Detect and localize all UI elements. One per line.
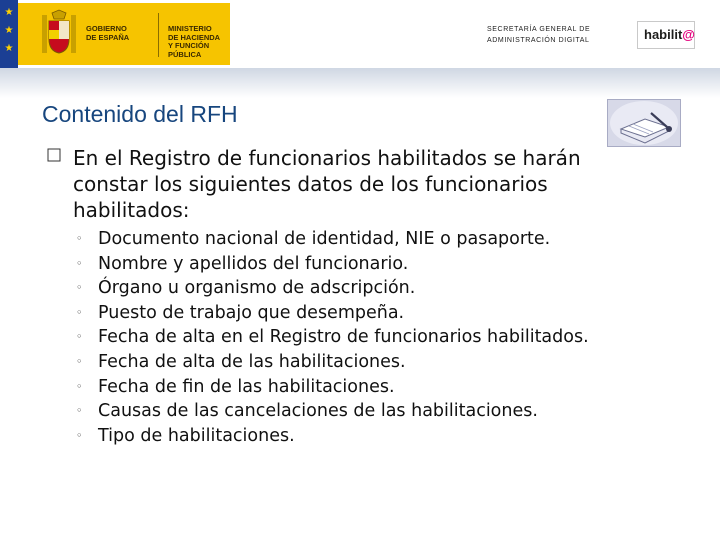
list-item-text: Fecha de alta de las habilitaciones. bbox=[98, 351, 406, 372]
list-item bbox=[76, 352, 589, 377]
list-item-text: Fecha de fin de las habilitaciones. bbox=[98, 376, 395, 397]
sub-bullet-icon: ◦ bbox=[76, 281, 83, 295]
secretaria-general-text: SECRETARÍA GENERAL DE ADMINISTRACIÓN DIGITAL bbox=[487, 26, 591, 44]
ministerio-text: MINISTERIO DE HACIENDA Y FUNCIÓN PÚBLICA bbox=[168, 24, 221, 59]
main-bullet-icon bbox=[47, 148, 61, 162]
sub-bullet-icon: ◦ bbox=[76, 354, 83, 368]
habilita-logo-text: habilit bbox=[644, 27, 683, 42]
list-item bbox=[76, 254, 589, 279]
sub-bullet-icon: ◦ bbox=[76, 305, 83, 319]
sub-bullet-icon: ◦ bbox=[76, 428, 83, 442]
sub-bullet-icon: ◦ bbox=[76, 379, 83, 393]
sub-bullet-icon: ◦ bbox=[76, 256, 83, 270]
sub-bullet-icon: ◦ bbox=[76, 330, 83, 344]
list-item bbox=[76, 327, 589, 352]
list-item bbox=[76, 278, 589, 303]
list-item-text: Nombre y apellidos del funcionario. bbox=[98, 253, 409, 274]
gobierno-de-espana-text: GOBIERNO DE ESPAÑA bbox=[86, 24, 130, 42]
list-item-text: Documento nacional de identidad, NIE o pasaporte. bbox=[98, 229, 551, 249]
coat-of-arms-icon bbox=[40, 9, 78, 59]
list-item-text: Causas de las cancelaciones de las habilitaciones. bbox=[98, 401, 538, 422]
habilita-logo-at: @ bbox=[682, 27, 695, 42]
header-gradient bbox=[0, 68, 720, 98]
list-item bbox=[76, 401, 589, 426]
habilita-logo bbox=[637, 21, 695, 49]
star-icon: ★ bbox=[4, 43, 14, 54]
government-logo bbox=[18, 3, 230, 65]
main-bullet-text: En el Registro de funcionarios habilitados se harán constar los siguientes datos de los funcionarios habilitados: bbox=[73, 146, 581, 222]
list-item bbox=[76, 426, 589, 451]
sub-bullet-icon: ◦ bbox=[76, 232, 83, 245]
list-item-text: Órgano u organismo de adscripción. bbox=[98, 278, 416, 299]
eu-flag-strip bbox=[0, 0, 18, 68]
sub-bullet-icon: ◦ bbox=[76, 404, 83, 418]
star-icon: ★ bbox=[4, 7, 14, 18]
sub-item-list bbox=[76, 229, 589, 450]
list-item bbox=[76, 229, 589, 254]
list-item-text: Puesto de trabajo que desempeña. bbox=[98, 302, 405, 323]
list-item bbox=[76, 303, 589, 328]
logo-divider bbox=[158, 13, 159, 57]
header-band bbox=[0, 0, 720, 68]
list-item bbox=[76, 377, 589, 402]
notebook-pen-icon bbox=[607, 99, 681, 147]
star-icon: ★ bbox=[4, 25, 14, 36]
slide-title: Contenido del RFH bbox=[42, 101, 238, 127]
list-item-text: Tipo de habilitaciones. bbox=[98, 425, 295, 446]
list-item-text: Fecha de alta en el Registro de funcionarios habilitados. bbox=[98, 327, 589, 348]
